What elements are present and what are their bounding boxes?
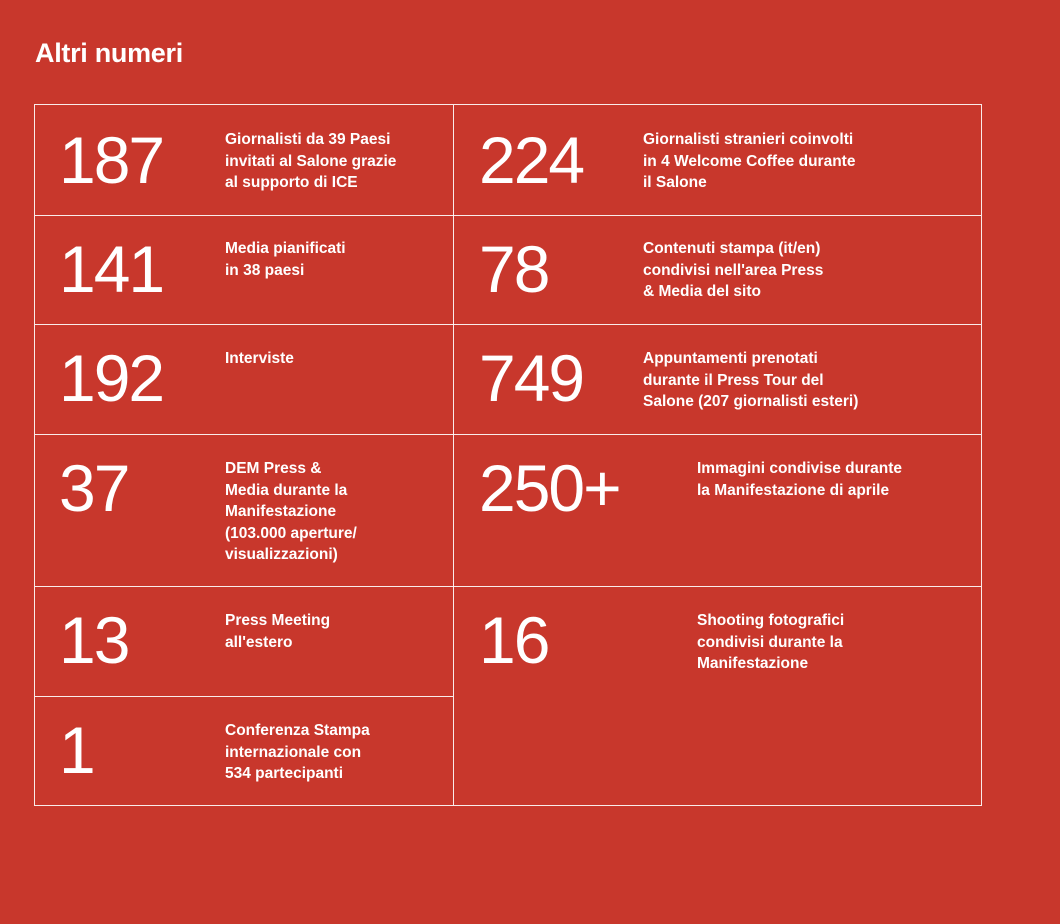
stat-value: 37 [59,451,129,525]
page-title: Altri numeri [35,38,183,68]
stat-description: Interviste [225,350,294,367]
stat-cell [454,587,982,805]
stat-value: 78 [479,232,549,306]
stat-cell [454,435,982,586]
stat-value: 141 [59,232,164,306]
stat-value: 749 [479,341,584,415]
stat-description: Conferenza Stampa internazionale con 534 partecipanti [225,722,370,782]
stats-grid [34,104,982,806]
stat-value: 187 [59,123,164,197]
stat-description: Media pianificati in 38 paesi [225,240,346,279]
stat-cell [454,105,982,215]
stat-value: 16 [479,603,549,677]
stat-cell [35,105,453,215]
stat-cell [35,216,453,324]
stat-description: Giornalisti stranieri coinvolti in 4 Welcome Coffee durante il Salone [643,131,856,191]
stat-description: Shooting fotografici condivisi durante la Manifestazione [697,612,845,672]
stat-description: Giornalisti da 39 Paesi invitati al Salone grazie al supporto di ICE [225,131,397,191]
stat-description: Contenuti stampa (it/en) condivisi nell'area Press & Media del sito [643,240,824,300]
stat-cell [35,435,453,586]
stat-value: 224 [479,123,584,197]
stat-description: DEM Press & Media durante la Manifestazione (103.000 aperture/ visualizzazioni) [225,460,357,563]
stat-value: 1 [59,713,94,787]
stat-cell [35,325,453,434]
stat-value: 13 [59,603,129,677]
stat-value: 192 [59,341,164,415]
stat-value: 250+ [479,451,620,525]
stat-description: Press Meeting all'estero [225,612,331,651]
stat-cell [35,587,453,696]
stat-description: Immagini condivise durante la Manifestazione di aprile [697,460,902,499]
stat-cell [454,325,982,434]
stat-cell [454,216,982,324]
stat-description: Appuntamenti prenotati durante il Press Tour del Salone (207 giornalisti esteri) [643,350,859,410]
stat-cell [35,697,453,805]
